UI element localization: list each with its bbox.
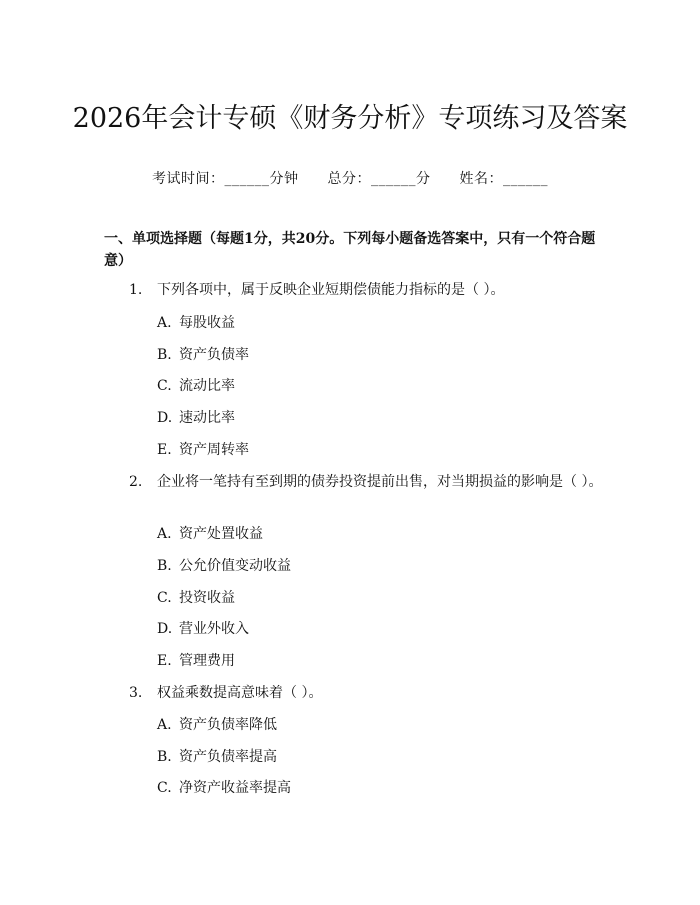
- name-field: 姓名：______: [459, 171, 548, 187]
- question-1: [104, 279, 604, 301]
- option-text: 流动比率: [179, 378, 235, 394]
- option-letter: E.: [157, 653, 172, 669]
- question-text: 企业将一笔持有至到期的债券投资提前出售，对当期损益的影响是（ ）。: [157, 474, 603, 490]
- option-letter: C.: [157, 590, 172, 606]
- option-text: 资产处置收益: [179, 526, 263, 542]
- option-letter: B.: [157, 558, 172, 574]
- option-text: 资产负债率: [179, 347, 249, 363]
- option-letter: A.: [157, 315, 172, 331]
- option-1a: [157, 313, 235, 333]
- option-2b: [157, 556, 291, 576]
- option-2c: [157, 588, 235, 608]
- total-score-field: 总分：______分: [327, 171, 431, 187]
- option-text: 资产周转率: [179, 442, 249, 458]
- option-letter: E.: [157, 442, 172, 458]
- option-letter: B.: [157, 347, 172, 363]
- option-text: 公允价值变动收益: [179, 558, 291, 574]
- option-2e: [157, 651, 235, 671]
- page-title: 2026年会计专硕《财务分析》专项练习及答案: [72, 103, 628, 135]
- question-number: 1.: [129, 282, 143, 298]
- option-3b: [157, 747, 277, 767]
- option-1d: [157, 408, 235, 428]
- option-text: 每股收益: [179, 315, 235, 331]
- option-1c: [157, 376, 235, 396]
- option-letter: D.: [157, 621, 173, 637]
- question-3: [104, 682, 604, 704]
- option-3c: [157, 778, 291, 798]
- option-letter: A.: [157, 526, 172, 542]
- option-2d: [157, 619, 249, 639]
- option-text: 速动比率: [179, 410, 235, 426]
- option-text: 净资产收益率提高: [179, 780, 291, 796]
- section-heading: 一、单项选择题（每题1分，共20分。下列每小题备选答案中，只有一个符合题意）: [104, 231, 596, 269]
- option-letter: C.: [157, 780, 172, 796]
- question-text: 权益乘数提高意味着（ ）。: [157, 685, 323, 701]
- question-text: 下列各项中，属于反映企业短期偿债能力指标的是（ ）。: [157, 282, 505, 298]
- exam-time-field: 考试时间：______分钟: [152, 171, 299, 187]
- option-2a: [157, 524, 263, 544]
- option-1b: [157, 345, 249, 365]
- option-text: 资产负债率降低: [179, 717, 277, 733]
- option-letter: A.: [157, 717, 172, 733]
- question-2: [104, 471, 604, 493]
- question-number: 3.: [129, 685, 143, 701]
- option-text: 投资收益: [179, 590, 235, 606]
- option-1e: [157, 440, 249, 460]
- option-letter: C.: [157, 378, 172, 394]
- option-3a: [157, 715, 277, 735]
- option-text: 资产负债率提高: [179, 749, 277, 765]
- question-number: 2.: [129, 474, 143, 490]
- option-text: 管理费用: [179, 653, 235, 669]
- exam-info-line: [0, 168, 700, 188]
- option-text: 营业外收入: [179, 621, 249, 637]
- option-letter: D.: [157, 410, 173, 426]
- option-letter: B.: [157, 749, 172, 765]
